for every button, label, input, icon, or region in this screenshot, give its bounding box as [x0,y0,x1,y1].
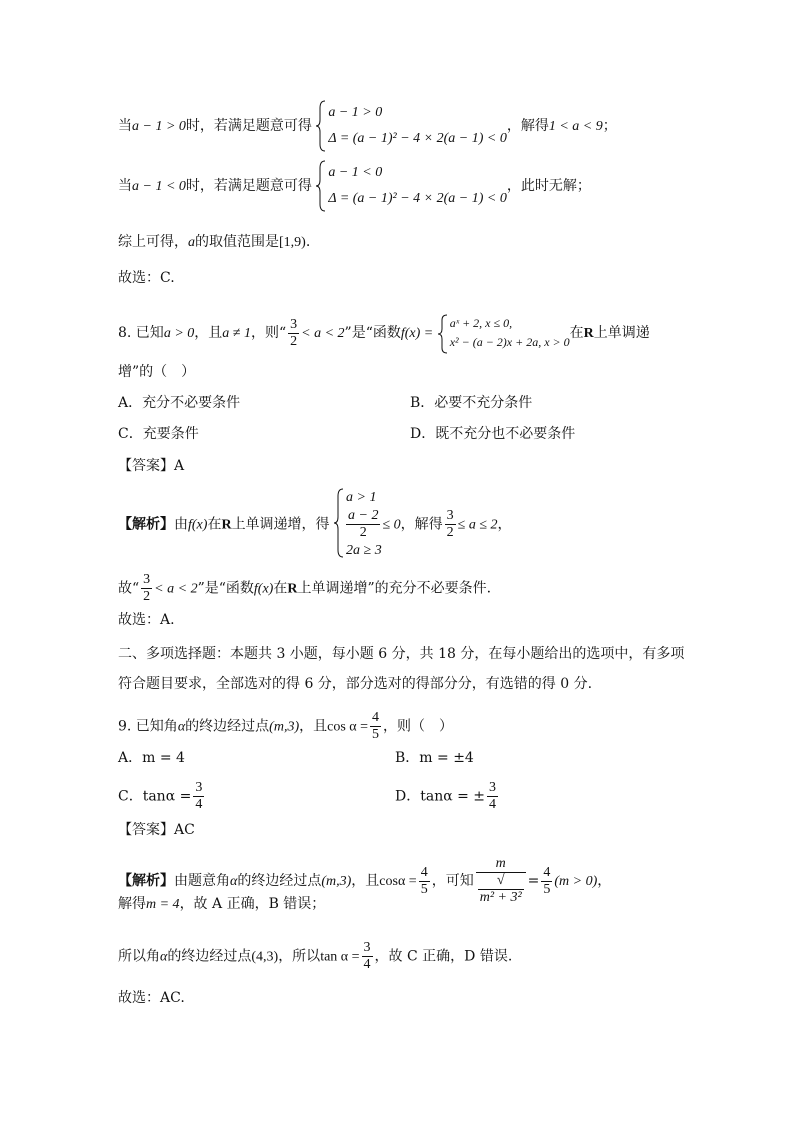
brace-icon [316,100,326,152]
text: 在 [207,516,222,533]
text: ，则“ [250,325,287,341]
math: (4,3) [251,949,279,965]
math: α [177,719,186,735]
fraction: $\frac{3}{2}$ [446,508,454,540]
text: 在 [569,325,584,341]
text: 上单调递增”的充分不必要条件. [297,580,492,597]
text: 时，若满足题意可得 [185,178,312,194]
equation-row: a − 1 < 0 [328,165,383,180]
q8-analysis-line1 [118,488,512,561]
q8-option-d: D．既不充分也不必要条件 [410,426,576,442]
text: ”是“函数 [197,580,254,597]
q9-analysis-line2 [118,894,325,915]
q9-analysis-line1: 【解析】由题意角α的终边经过点(m,3)，且cosα = $\frac{4}{5}$ ，可知 m √ m² + 3² = $\frac{4}{5}$ (m > 0)， [118,856,612,905]
math-set: R [221,517,232,533]
math: ≤ a ≤ 2 [457,517,498,533]
case-positive-line [118,100,617,152]
q8-stem-line1 [118,314,650,352]
q9-option-c: C．tanα = $\frac{3}{4}$ [118,780,203,812]
math: < a < 2 [154,581,198,597]
inequality-row: $\frac{a - 2}{2}$ ≤ 0 [348,508,401,540]
math: α [160,949,168,965]
fraction: $\frac{4}{5}$ [543,864,551,897]
math: a ≠ 1 [222,326,251,341]
math: a > 0 [163,326,195,341]
math: m = 4 [146,897,180,912]
q9-stem [118,710,453,743]
text: 解得 [118,896,146,912]
q9-option-a: A．m = 4 [118,750,185,766]
fraction: m √ m² + 3² [476,856,526,906]
inequality-row: a > 1 [346,490,377,505]
piece-row: aˣ + 2, x ≤ 0, [449,316,513,330]
case-negative-line [118,160,591,212]
text: ，故 A 正确，B 错误； [179,896,326,912]
analysis-label: 【解析】 [118,516,174,533]
equation-row: Δ = (a − 1)² − 4 × 2(a − 1) < 0 [328,131,507,146]
math-condition: a − 1 > 0 [132,119,186,134]
text: 的终边经过点 [167,948,252,965]
q8-conclusion-line [118,572,491,605]
q9-option-b: B．m = ±4 [395,750,474,766]
piecewise-function [438,314,570,352]
fraction: $\frac{3}{4}$ [363,940,371,972]
text: 当 [118,118,132,134]
text: 9. 已知角 [118,718,178,735]
brace-icon [334,488,344,558]
equation-system [316,160,507,212]
q9-answer: 【答案】AC [118,822,195,838]
text: 时，若满足题意可得 [185,118,312,134]
q9-analysis-line3 [118,940,512,973]
text: ，可知 [431,873,474,889]
text: 故“ [118,580,140,597]
summary-line [118,232,310,253]
q8-answer: 【答案】A [118,458,185,474]
q9-option-d: D．tanα = ± $\frac{3}{4}$ [395,780,497,812]
fraction: $\frac{4}{5}$ [372,710,380,742]
text: ，则（ ） [383,718,454,735]
math-var: a [188,235,195,250]
text: 上单调递 [593,325,650,341]
text: ，所以 [278,948,321,965]
q8-option-c: C．充要条件 [118,426,199,442]
inequality-row: 2a ≥ 3 [346,543,382,558]
text: ，此时无解； [506,178,591,194]
math: (m > 0) [554,874,598,889]
text: 的终边经过点 [237,873,322,889]
analysis-label: 【解析】 [118,873,174,889]
section-heading-line2: 符合题目要求，全部选对的得 6 分，部分选对的得部分分，有选错的得 0 分. [118,676,593,692]
text: ， [497,516,512,533]
text: ，解得 [400,516,443,533]
equation-system [316,100,507,152]
math-set: R [287,581,298,597]
section-heading-line1: 二、多项选择题：本题共 3 小题，每小题 6 分，共 18 分，在每小题给出的选项中，有多项 [118,646,685,662]
equation-row: a − 1 > 0 [328,105,383,120]
math-result: 1 < a < 9 [548,119,603,134]
math: α [230,874,238,889]
equation-row: Δ = (a − 1)² − 4 × 2(a − 1) < 0 [328,191,507,206]
fraction: $\frac{4}{5}$ [420,864,428,897]
math-range: [1,9) [279,235,306,250]
math: (m,3) [269,719,300,735]
text: ，故 C 正确，D 错误. [374,948,513,965]
choose-line: 故选：C. [118,270,175,286]
text: 由 [174,516,188,533]
q8-option-b: B．必要不充分条件 [410,395,533,411]
text: ，且 [194,325,223,341]
brace-icon [438,314,448,354]
math: (m,3) [321,874,352,889]
text: 当 [118,178,132,194]
text: 由题意角 [174,873,230,889]
math-condition: a − 1 < 0 [132,179,186,194]
math: f(x) = [400,326,434,341]
text: ，解得 [506,118,549,134]
text: 的取值范围是 [195,234,279,250]
text: 在 [273,580,288,597]
math: cosα = [379,874,417,889]
math: < a < 2 [301,326,345,341]
text: 综上可得， [118,234,188,250]
math: cos α = [327,719,369,735]
math: tan α = [320,949,360,965]
math-set: R [583,326,594,341]
brace-icon [316,160,326,212]
inequality-system [334,488,401,561]
fraction: $\frac{3}{2}$ [290,316,298,349]
text: . [305,234,311,250]
math: f(x) [253,581,274,597]
text: ， [597,873,612,889]
text: 的终边经过点 [185,718,270,735]
text: ，且 [299,718,328,735]
text: ，且 [351,873,380,889]
piece-row: x² − (a − 2)x + 2a, x > 0 [449,335,570,349]
text: ”是“函数 [344,325,401,341]
q8-choose-line: 故选：A. [118,612,175,628]
fraction: $\frac{3}{2}$ [143,572,151,604]
text: 8. 已知 [118,325,164,341]
text: 上单调递增，得 [231,516,330,533]
text: ； [602,118,617,134]
q8-option-a: A．充分不必要条件 [118,395,241,411]
q8-stem-line2: 增”的（ ） [118,364,196,380]
math: f(x) [188,517,208,533]
text: 所以角 [118,948,160,965]
q9-choose-line: 故选：AC. [118,990,185,1006]
